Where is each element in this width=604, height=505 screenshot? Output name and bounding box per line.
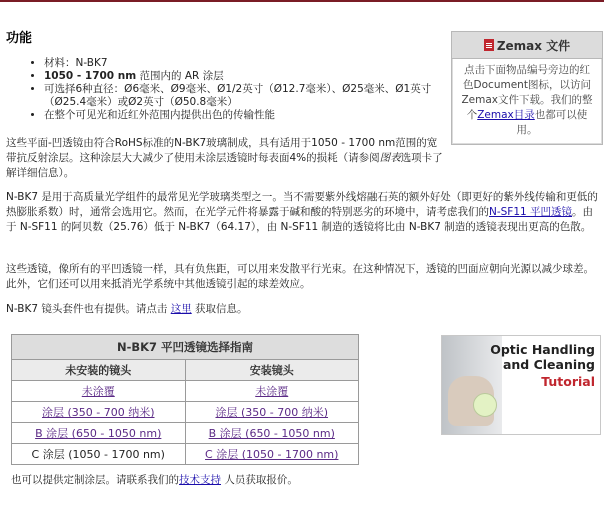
table-row	[12, 423, 359, 444]
mounted-uncoated-link[interactable]: 未涂覆	[255, 385, 289, 398]
column-header-mounted: 安装镜头	[185, 360, 359, 381]
lens-icon	[473, 393, 497, 417]
zemax-description	[453, 59, 601, 143]
mounted-b-coating-link[interactable]: B 涂层 (650 - 1050 nm)	[208, 427, 335, 440]
zemax-text: 点击下面物品编号旁边的红色Document图标，以访问Zemax文件下载。我们的整个	[461, 64, 593, 121]
paragraph-text: N-BK7 镜头套件也有提供。请点击	[6, 303, 171, 315]
cleaning-tutorial-banner[interactable]	[441, 335, 601, 435]
zemax-title: Zemax 文件	[496, 38, 571, 53]
selection-guide-table	[11, 334, 359, 465]
unmounted-b-coating-link[interactable]: B 涂层 (650 - 1050 nm)	[35, 427, 162, 440]
tutorial-label: Tutorial	[541, 374, 595, 389]
zemax-catalog-link[interactable]: Zemax目录	[477, 109, 535, 121]
guide-caption: N-BK7 平凹透镜选择指南	[12, 335, 359, 360]
paragraph-nbk7	[6, 190, 602, 235]
lens-kit-link[interactable]: 这里	[170, 303, 192, 315]
nsf11-lens-link[interactable]: N-SF11 平凹透镜	[489, 206, 573, 218]
paragraph-kits	[6, 302, 602, 317]
table-row	[12, 402, 359, 423]
paragraph-text: N-BK7 是用于高质量光学组件的最常见光学玻璃类型之一。当不需要紫外线熔融石英的额外好处（即更好的紫外线传输和更低的热膨胀系数）时，通常会选用它。然而，在光学元件将暴露于碱和酸的特别恶劣的环境中，请考虑我们的	[6, 191, 598, 218]
mounted-a-coating-link[interactable]: 涂层 (350 - 700 纳米)	[215, 406, 329, 419]
feature-text: 范围内的 AR 涂层	[136, 70, 224, 82]
paragraph-text: 获取信息。	[191, 303, 248, 315]
document-icon	[484, 39, 494, 51]
top-border	[0, 0, 604, 2]
table-row	[12, 381, 359, 402]
paragraph-text: 。由于 N-SF11 的阿贝数（25.76）低于 N-BK7（64.17），由 N-SF11 制造的透镜将比由 N-BK7 制造的透镜表现出更高的色散。	[6, 206, 594, 233]
paragraph-usage: 这些透镜，像所有的平凹透镜一样，具有负焦距，可以用来发散平行光束。在这种情况下，透镜的凹面应朝向光源以减少球差。此外，它们还可以用来抵消光学系统中其他透镜引起的球差效应。	[6, 263, 594, 290]
tutorial-title	[490, 342, 595, 372]
feature-item: • 可选择6种直径：Ø6毫米、Ø9毫米、Ø1/2英寸（Ø12.7毫米）、Ø25毫米、Ø1英寸（Ø25.4毫米）或Ø2英寸（Ø50.8毫米）	[44, 83, 444, 109]
section-title: 功能	[6, 31, 33, 46]
unmounted-a-coating-link[interactable]: 涂层 (350 - 700 纳米)	[41, 406, 155, 419]
tutorial-title-line: Optic Handling	[490, 342, 595, 357]
zemax-text: 也都可以使用。	[516, 109, 588, 136]
paragraph-text: 也可以提供定制涂层。请联系我们的	[11, 474, 179, 486]
tutorial-title-line: and Cleaning	[502, 357, 595, 372]
unmounted-c-coating-current: C 涂层 (1050 - 1700 nm)	[12, 444, 186, 465]
unmounted-uncoated-link[interactable]: 未涂覆	[81, 385, 115, 398]
zemax-header	[452, 32, 602, 59]
table-row	[12, 444, 359, 465]
mounted-c-coating-link[interactable]: C 涂层 (1050 - 1700 nm)	[205, 448, 339, 461]
feature-item: • 材料：N-BK7	[44, 57, 444, 70]
graph-tab-ref: 图表	[379, 152, 401, 164]
paragraph-custom-coating	[11, 473, 604, 488]
column-header-unmounted: 未安装的镜头	[12, 360, 186, 381]
paragraph-text: 选项卡了解详细信息）。	[6, 152, 443, 179]
feature-item	[44, 70, 444, 83]
paragraph-coating	[6, 136, 446, 181]
paragraph-text: 人员获取报价。	[221, 474, 298, 486]
tech-support-link[interactable]: 技术支持	[179, 474, 221, 486]
zemax-panel	[451, 31, 603, 145]
paragraph-text: 这些平面-凹透镜由符合RoHS标准的N-BK7玻璃制成，具有适用于1050 - 1700 nm范围的宽带抗反射涂层。这种涂层大大减少了使用未涂层透镜时每表面4%的损耗（请参阅	[6, 137, 438, 164]
feature-list	[30, 57, 444, 122]
feature-range: 1050 - 1700 nm	[44, 70, 137, 82]
feature-item: • 在整个可见光和近红外范围内提供出色的传输性能	[44, 109, 444, 122]
